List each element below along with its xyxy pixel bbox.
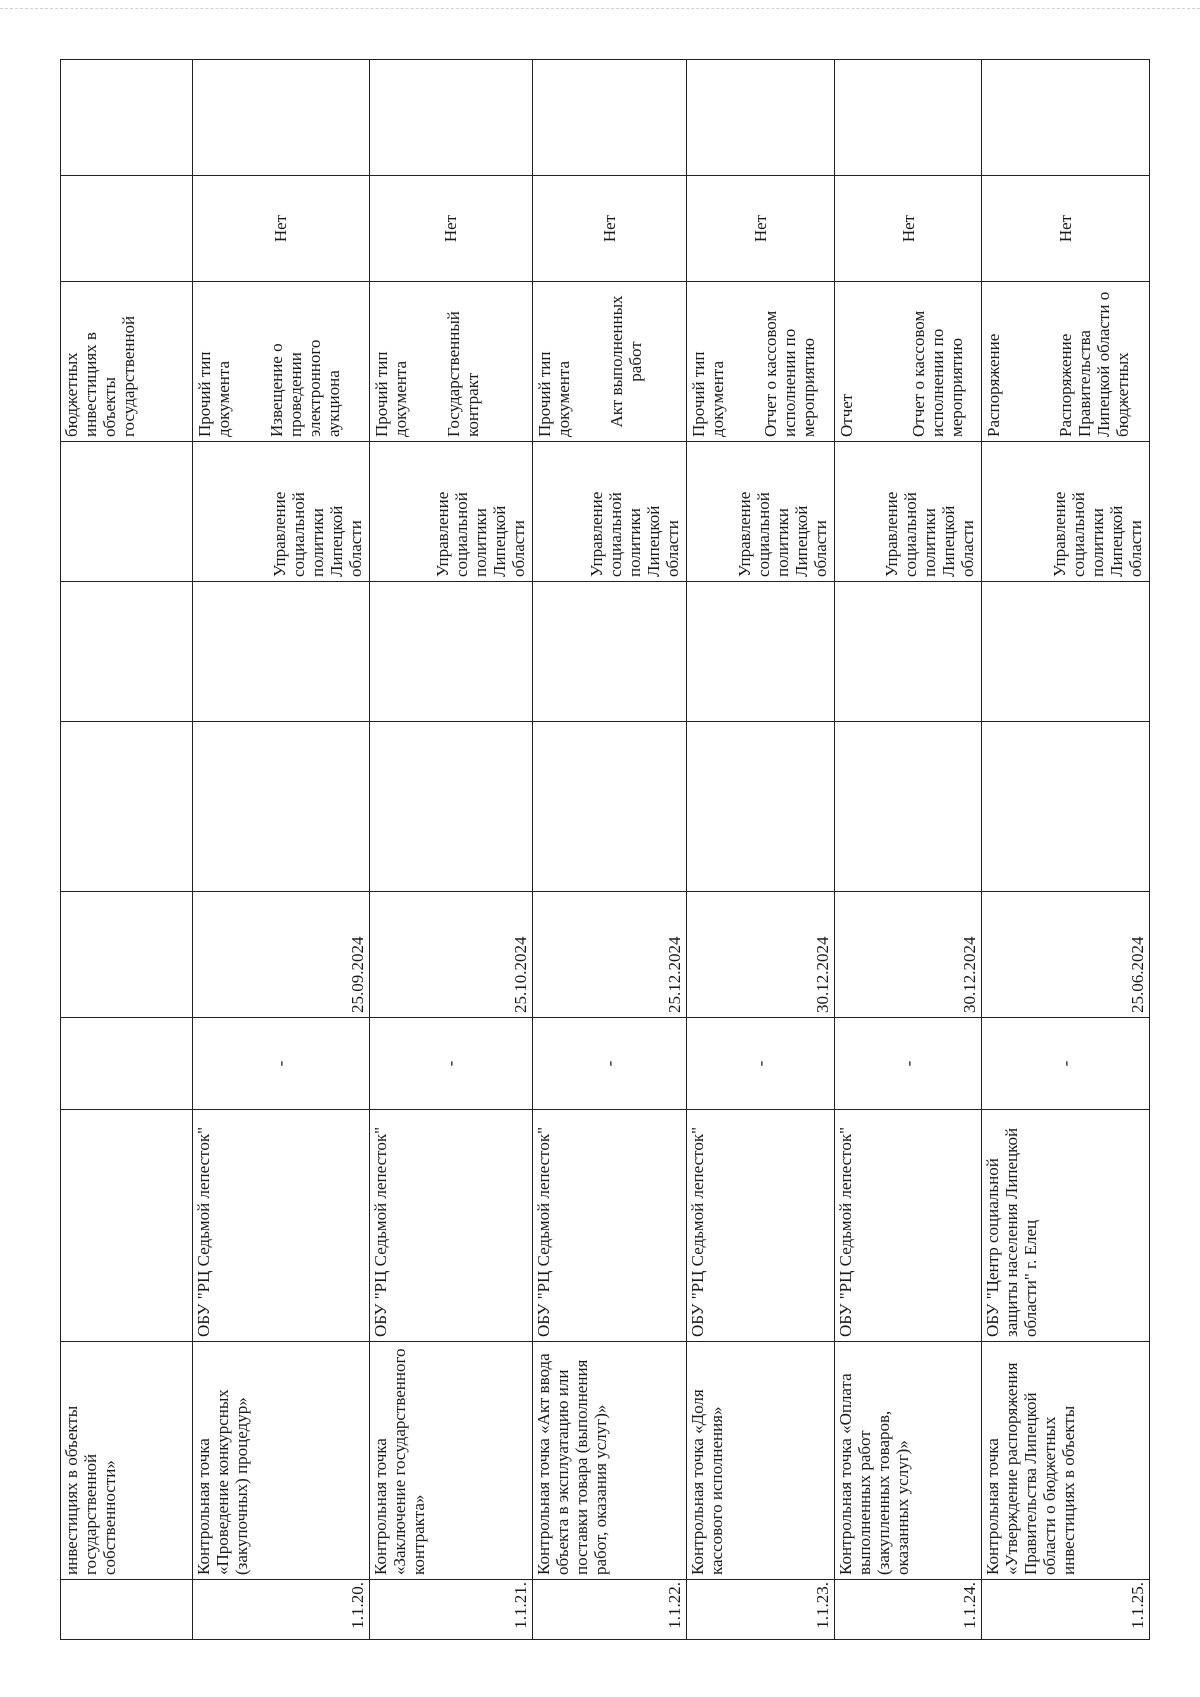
cell-doc-continuation: бюджетных инвестициях в объекты государственной [61, 282, 193, 442]
cell-document [982, 282, 1150, 442]
cell-document [687, 282, 835, 442]
cell-document [369, 282, 532, 442]
cell-last [687, 60, 835, 176]
table-row [193, 60, 369, 1640]
cell-end: 25.12.2024 [532, 892, 686, 1018]
cell-start: - [532, 1018, 686, 1110]
cell-num: 1.1.25. [982, 1580, 1150, 1640]
cell-empty [61, 582, 193, 722]
cell-flag: Нет [834, 176, 982, 282]
cell-start: - [369, 1018, 532, 1110]
cell-document [193, 282, 369, 442]
cell-empty [193, 582, 369, 722]
document-type: Прочий тип документа [195, 351, 234, 437]
cell-end: 25.10.2024 [369, 892, 532, 1018]
cell-name: Контрольная точка «Акт ввода объекта в эксплуатацию или поставки товара (выполнения работ, оказания услуг)» [532, 1342, 686, 1580]
table-row [369, 60, 532, 1640]
document-type: Прочий тип документа [371, 351, 410, 437]
cell-start: - [193, 1018, 369, 1110]
cell-document [834, 282, 982, 442]
cell-num: 1.1.24. [834, 1580, 982, 1640]
cell-name: Контрольная точка «Утверждение распоряжения Правительства Липецкой области о бюджетных инвестициях в объекты [982, 1342, 1150, 1580]
cell-empty [61, 722, 193, 892]
cell-responsible [61, 442, 193, 582]
document-type: Распоряжение [984, 333, 1004, 437]
cell-executor: ОБУ "РЦ Седьмой лепесток" [193, 1110, 369, 1342]
control-points-table [60, 59, 1150, 1640]
cell-empty [532, 582, 686, 722]
cell-empty [193, 722, 369, 892]
cell-name: Контрольная точка «Проведение конкурсных (закупочных) процедур» [193, 1342, 369, 1580]
cell-flag: Нет [193, 176, 369, 282]
table-row [687, 60, 835, 1640]
cell-responsible: Управление социальной политики Липецкой области [369, 442, 532, 582]
cell-executor: ОБУ "РЦ Седьмой лепесток" [369, 1110, 532, 1342]
cell-empty [982, 722, 1150, 892]
cell-last [369, 60, 532, 176]
document-name: Распоряжение Правительства Липецкой области о бюджетных [1056, 291, 1133, 437]
document-name: Отчет о кассовом исполнении по мероприятию [908, 310, 966, 437]
document-type: Прочий тип документа [534, 351, 573, 437]
cell-responsible: Управление социальной политики Липецкой области [982, 442, 1150, 582]
table-row [532, 60, 686, 1640]
document-name: Акт выполненных работ [606, 295, 645, 428]
cell-name: Контрольная точка «Заключение государственного контракта» [369, 1342, 532, 1580]
cell-start: - [834, 1018, 982, 1110]
cell-empty [834, 582, 982, 722]
cell-num: 1.1.22. [532, 1580, 686, 1640]
cell-name-continuation: инвестициях в объекты государственной собственности» [61, 1342, 193, 1580]
cell-end: 25.09.2024 [193, 892, 369, 1018]
cell-num: 1.1.23. [687, 1580, 835, 1640]
document-name: Отчет о кассовом исполнении по мероприятию [761, 310, 819, 437]
table-row [834, 60, 982, 1640]
cell-empty [834, 722, 982, 892]
cell-empty [687, 722, 835, 892]
cell-last [532, 60, 686, 176]
continuation-row [61, 60, 193, 1640]
cell-num: 1.1.21. [369, 1580, 532, 1640]
cell-end [61, 892, 193, 1018]
document-name: Извещение о проведении электронного аукциона [267, 339, 344, 437]
cell-executor: ОБУ "РЦ Седьмой лепесток" [834, 1110, 982, 1342]
cell-executor: ОБУ "РЦ Седьмой лепесток" [532, 1110, 686, 1342]
cell-start: - [687, 1018, 835, 1110]
document-type: Прочий тип документа [689, 351, 728, 437]
cell-empty [982, 582, 1150, 722]
cell-flag: Нет [687, 176, 835, 282]
cell-executor [61, 1110, 193, 1342]
table-row [982, 60, 1150, 1640]
cell-num [61, 1580, 193, 1640]
scan-edge-line [0, 8, 1200, 9]
cell-name: Контрольная точка «Оплата выполненных работ (закупленных товаров, оказанных услуг)» [834, 1342, 982, 1580]
cell-executor: ОБУ "Центр социальной защиты населения Липецкой области" г. Елец [982, 1110, 1150, 1342]
cell-responsible: Управление социальной политики Липецкой области [834, 442, 982, 582]
cell-last [982, 60, 1150, 176]
cell-responsible: Управление социальной политики Липецкой области [193, 442, 369, 582]
cell-flag [61, 176, 193, 282]
document-type: Отчет [836, 393, 856, 437]
cell-empty [532, 722, 686, 892]
rotated-page [60, 60, 1150, 1640]
cell-flag: Нет [982, 176, 1150, 282]
cell-end: 30.12.2024 [687, 892, 835, 1018]
cell-last [193, 60, 369, 176]
cell-start: - [982, 1018, 1150, 1110]
cell-empty [369, 582, 532, 722]
cell-flag: Нет [369, 176, 532, 282]
cell-start [61, 1018, 193, 1110]
document-name: Государственный контракт [443, 311, 482, 437]
cell-end: 30.12.2024 [834, 892, 982, 1018]
cell-end: 25.06.2024 [982, 892, 1150, 1018]
cell-name: Контрольная точка «Доля кассового исполнения» [687, 1342, 835, 1580]
cell-last [834, 60, 982, 176]
cell-responsible: Управление социальной политики Липецкой области [687, 442, 835, 582]
cell-last [61, 60, 193, 176]
cell-executor: ОБУ "РЦ Седьмой лепесток" [687, 1110, 835, 1342]
cell-num: 1.1.20. [193, 1580, 369, 1640]
cell-flag: Нет [532, 176, 686, 282]
cell-document [532, 282, 686, 442]
cell-responsible: Управление социальной политики Липецкой области [532, 442, 686, 582]
cell-empty [369, 722, 532, 892]
cell-empty [687, 582, 835, 722]
